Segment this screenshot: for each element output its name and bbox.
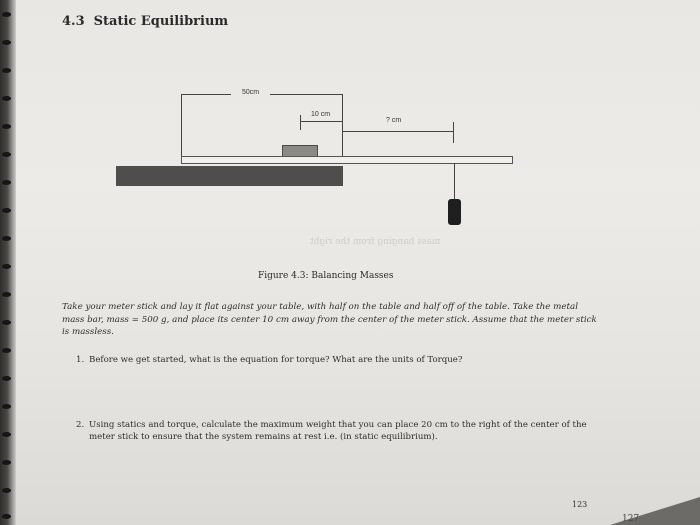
question-text: Using statics and torque, calculate the maximum weight that you can place 20 cm to the right of the center of the meter stick to ensure that the system remains at rest i.e. (in static equilibrium). bbox=[89, 420, 587, 442]
binding-hole bbox=[2, 348, 11, 353]
section-title: Static Equilibrium bbox=[93, 14, 229, 29]
binding-hole bbox=[2, 68, 11, 73]
meter-stick bbox=[181, 156, 513, 164]
dimension-line-50cm-left bbox=[181, 94, 182, 156]
instructions-paragraph: Take your meter stick and lay it flat against your table, with half on the table and half off of the table. Take the metal mass bar, mass = 500 g, and place its center 10 cm away from the center of the meter stick. Assume that the meter stick is massless. bbox=[62, 302, 597, 337]
binding-hole bbox=[2, 124, 11, 129]
binding-hole bbox=[2, 12, 11, 17]
section-heading bbox=[62, 14, 228, 29]
question-2 bbox=[76, 420, 596, 443]
binding-hole bbox=[2, 460, 11, 465]
binding-hole bbox=[2, 376, 11, 381]
binding-hole bbox=[2, 208, 11, 213]
dimension-line-50cm-top-right bbox=[270, 94, 343, 95]
next-page-number: 127 bbox=[622, 514, 640, 524]
question-number: 1. bbox=[76, 355, 85, 365]
binding-hole bbox=[2, 264, 11, 269]
hanging-string bbox=[454, 163, 455, 201]
page-number: 123 bbox=[572, 500, 588, 509]
binding-hole bbox=[2, 404, 11, 409]
table bbox=[116, 166, 343, 186]
section-number: 4.3 bbox=[62, 14, 85, 29]
hanging-mass bbox=[448, 199, 461, 225]
label-10cm: 10 cm bbox=[311, 111, 331, 118]
question-number: 2. bbox=[76, 420, 85, 430]
binding-hole bbox=[2, 152, 11, 157]
question-text: Before we get started, what is the equation for torque? What are the units of Torque? bbox=[89, 355, 463, 365]
spiral-binding bbox=[0, 0, 16, 525]
dimension-line-10cm bbox=[300, 121, 342, 122]
binding-hole bbox=[2, 236, 11, 241]
dimension-line-50cm-top-left bbox=[181, 94, 231, 95]
bleed-through-text: mass hanging from the right bbox=[310, 237, 441, 247]
dimension-line-unknown bbox=[343, 131, 453, 132]
binding-hole bbox=[2, 432, 11, 437]
binding-hole bbox=[2, 488, 11, 493]
binding-hole bbox=[2, 514, 11, 519]
dimension-line-center bbox=[342, 94, 343, 156]
dimension-tick-10cm bbox=[300, 115, 301, 130]
binding-hole bbox=[2, 96, 11, 101]
label-50cm: 50cm bbox=[242, 89, 260, 96]
binding-hole bbox=[2, 320, 11, 325]
binding-hole bbox=[2, 292, 11, 297]
question-1 bbox=[76, 355, 596, 367]
binding-hole bbox=[2, 40, 11, 45]
label-unknown-distance: ? cm bbox=[386, 117, 402, 124]
binding-hole bbox=[2, 180, 11, 185]
dimension-tick-unknown bbox=[453, 122, 454, 143]
figure-caption: Figure 4.3: Balancing Masses bbox=[258, 271, 394, 281]
